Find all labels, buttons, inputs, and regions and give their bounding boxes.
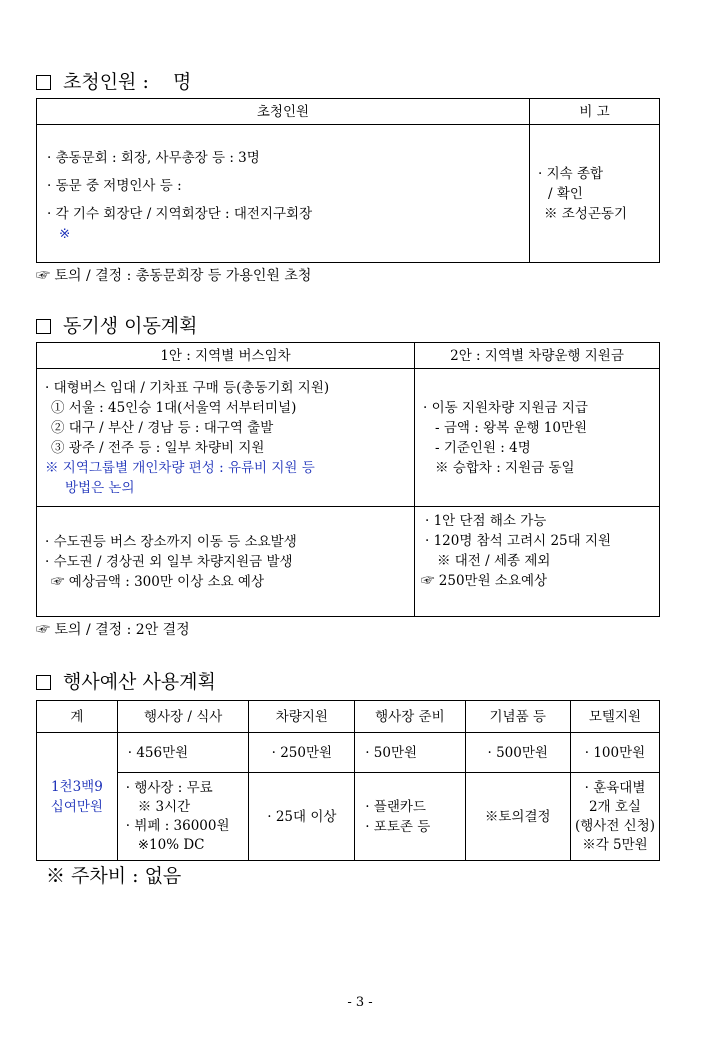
plan1-blue-note: ※ 지역그룹별 개인차량 편성 : 유류비 지원 등 [45, 459, 315, 476]
plan2-line: - 금액 : 왕복 운행 10만원 [435, 419, 588, 436]
header-vehicle: 차량지원 [249, 701, 355, 733]
page-number: - 3 - [347, 995, 373, 1010]
plan2-details-cell [415, 369, 660, 507]
motel-detail-line: 2개 호실 [588, 798, 641, 815]
plan2-issue-line: ※ 대전 / 세종 제외 [437, 553, 551, 569]
plan1-line: ② 대구 / 부산 / 경남 등 : 대구역 출발 [51, 419, 274, 436]
section1-title: 초청인원 : 명 [63, 71, 192, 93]
prep-detail-line: · 포토존 등 [365, 818, 431, 835]
motel-amount: · 100만원 [570, 733, 659, 773]
checkbox-square-icon [36, 675, 51, 690]
motel-detail-line: · 훈육대별 [584, 779, 646, 796]
total-amount-line: 십여만원 [50, 798, 103, 815]
gift-details-cell [465, 773, 570, 861]
motel-detail-line: (행사전 신청) [574, 817, 655, 834]
header-venue-meal: 행사장 / 식사 [117, 701, 249, 733]
budget-table [36, 700, 660, 861]
prep-amount: · 50만원 [355, 733, 465, 773]
vehicle-amount: · 250만원 [249, 733, 355, 773]
prep-detail-line: · 플랜카드 [365, 798, 426, 815]
plan1-blue-note: 방법은 논의 [65, 479, 135, 496]
header-motel: 모텔지원 [570, 701, 659, 733]
checkbox-square-icon [36, 319, 51, 334]
gift-amount: · 500만원 [465, 733, 570, 773]
invitees-cell [37, 125, 530, 263]
venue-detail-line: ※10% DC [137, 836, 205, 853]
plan1-line: · 대형버스 임대 / 기차표 구매 등(총동기회 지원) [45, 379, 330, 396]
remark-line: · 지속 종합 [538, 165, 604, 182]
venue-detail-line: · 행사장 : 무료 [125, 779, 213, 796]
total-cell [37, 733, 118, 861]
remarks-cell [530, 125, 660, 263]
prep-details-cell [355, 773, 465, 861]
parking-fee-note: ※ 주차비 : 없음 [46, 865, 182, 887]
invitee-line: · 각 기수 회장단 / 지역회장단 : 대전지구회장 [47, 205, 313, 222]
section3-title: 행사예산 사용계획 [63, 671, 216, 693]
plan1-issues-cell [37, 507, 415, 617]
section1-heading [36, 70, 191, 94]
checkbox-square-icon [36, 75, 51, 90]
header-invitees: 초청인원 [37, 99, 530, 125]
venue-detail-line: · 뷔페 : 36000원 [125, 817, 230, 834]
plan1-issue-line: · 수도권등 버스 장소까지 이동 등 소요발생 [45, 533, 297, 550]
remark-line: / 확인 [548, 185, 583, 202]
plan1-issue-line: · 수도권 / 경상권 외 일부 차량지원금 발생 [45, 553, 293, 570]
transport-plan-table [36, 342, 660, 617]
plan1-line: ③ 광주 / 전주 등 : 일부 차량비 지원 [51, 439, 265, 456]
invitee-note-mark: ※ [59, 225, 71, 242]
invitee-line: · 총동문회 : 회장, 사무총장 등 : 3명 [47, 149, 260, 166]
venue-detail-line: ※ 3시간 [137, 798, 191, 815]
vehicle-detail-line: · 25대 이상 [267, 808, 337, 825]
total-amount-line: 1천3백9 [50, 778, 103, 795]
section2-heading [36, 314, 198, 338]
motel-detail-line: ※각 5만원 [582, 836, 648, 853]
plan1-details-cell [37, 369, 415, 507]
header-total: 계 [37, 701, 118, 733]
header-remarks: 비 고 [530, 99, 660, 125]
invitation-table [36, 98, 660, 263]
venue-details-cell [117, 773, 249, 861]
section3-heading [36, 670, 216, 694]
plan2-issues-cell [415, 507, 660, 617]
vehicle-details-cell [249, 773, 355, 861]
motel-details-cell [570, 773, 659, 861]
section2-title: 동기생 이동계획 [63, 315, 198, 337]
section1-decision-note: ☞ 토의 / 결정 : 총동문회장 등 가용인원 초청 [36, 268, 312, 284]
header-plan1: 1안 : 지역별 버스임차 [37, 343, 415, 369]
plan2-line: - 기준인원 : 4명 [435, 439, 531, 456]
venue-amount: · 456만원 [117, 733, 249, 773]
plan2-line: · 이동 지원차량 지원금 지급 [423, 399, 588, 416]
invitee-line: · 동문 중 저명인사 등 : [47, 177, 182, 194]
plan1-issue-line: ☞ 예상금액 : 300만 이상 소요 예상 [51, 573, 265, 590]
plan2-issue-line: · 1안 단점 해소 가능 [425, 513, 547, 529]
header-plan2: 2안 : 지역별 차량운행 지원금 [415, 343, 660, 369]
plan2-line: ※ 승합차 : 지원금 동일 [435, 459, 575, 476]
header-venue-prep: 행사장 준비 [355, 701, 465, 733]
remark-line: ※ 조성곤동기 [544, 205, 627, 222]
plan1-line: ① 서울 : 45인승 1대(서울역 서부터미널) [51, 399, 297, 416]
header-gifts: 기념품 등 [465, 701, 570, 733]
section2-decision-note: ☞ 토의 / 결정 : 2안 결정 [36, 622, 190, 638]
plan2-issue-line: · 120명 참석 고려시 25대 지원 [425, 533, 612, 549]
gift-detail-line: ※토의결정 [484, 808, 551, 825]
plan2-issue-line: ☞ 250만원 소요예상 [421, 573, 548, 589]
